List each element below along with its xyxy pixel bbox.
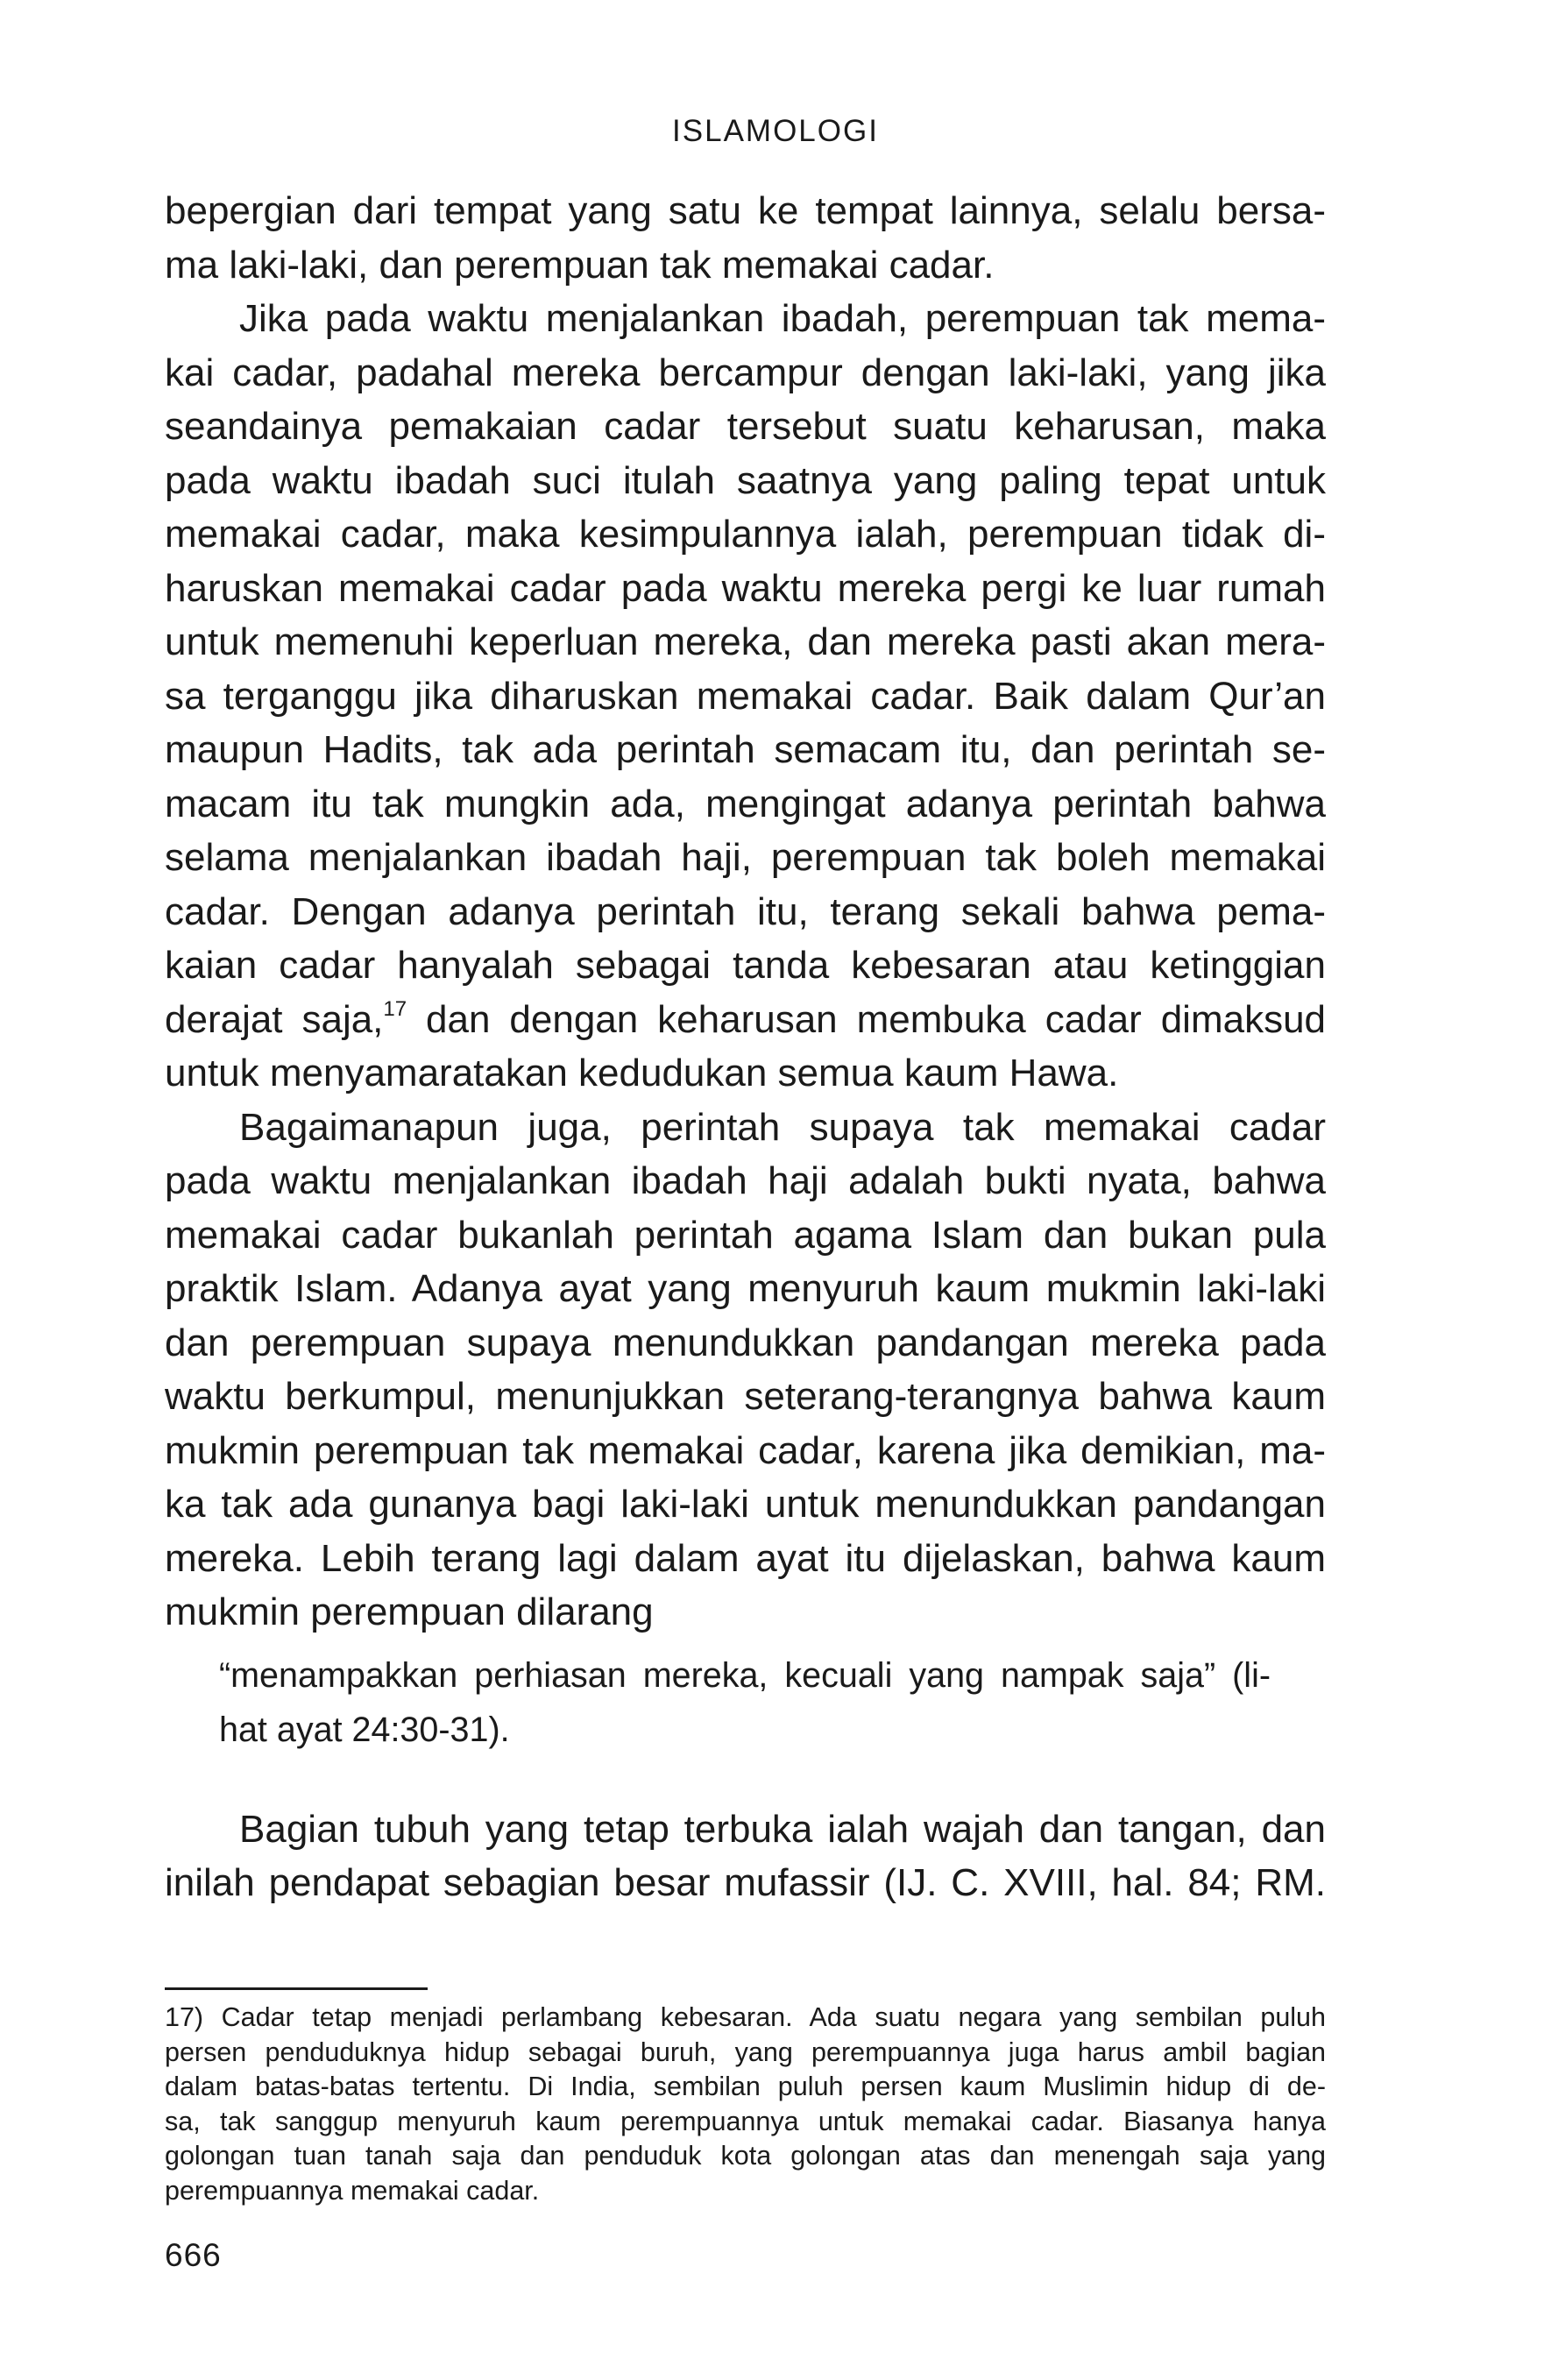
footnote-divider: [165, 1987, 428, 1990]
text-line: selama menjalankan ibadah haji, perempuan tak boleh memakai: [165, 836, 1326, 879]
text-line: Bagian tubuh yang tetap terbuka ialah wajah dan tangan, dan: [239, 1807, 1326, 1851]
text-line: macam itu tak mungkin ada, mengingat adanya perintah bahwa: [165, 782, 1326, 825]
footnotes: [165, 2001, 1326, 2208]
text-fragment: dan dengan keharusan membuka cadar dimaksud: [407, 997, 1327, 1041]
text-line: Jika pada waktu menjalankan ibadah, perempuan tak mema-: [239, 297, 1326, 340]
text-line: untuk memenuhi keperluan mereka, dan mereka pasti akan mera-: [165, 620, 1326, 663]
text-line: ka tak ada gunanya bagi laki-laki untuk menundukkan pandangan: [165, 1483, 1326, 1526]
text-line: untuk menyamaratakan kedudukan semua kaum Hawa.: [165, 1052, 1119, 1094]
text-line: memakai cadar, maka kesimpulannya ialah, perempuan tidak di-: [165, 513, 1326, 556]
text-line: sa terganggu jika diharuskan memakai cadar. Baik dalam Qur’an: [165, 674, 1326, 718]
text-line: maupun Hadits, tak ada perintah semacam itu, dan perintah se-: [165, 728, 1326, 771]
text-line: mukmin perempuan dilarang: [165, 1590, 654, 1633]
text-line: praktik Islam. Adanya ayat yang menyuruh kaum mukmin laki-laki: [165, 1267, 1326, 1310]
text-line: mereka. Lebih terang lagi dalam ayat itu dijelaskan, bahwa kaum: [165, 1536, 1326, 1580]
footnote-line: sa, tak sanggup menyuruh kaum perempuannya untuk memakai cadar. Biasanya hanya: [165, 2106, 1326, 2136]
running-head: ISLAMOLOGI: [672, 114, 879, 148]
text-line: pada waktu ibadah suci itulah saatnya yang paling tepat untuk: [165, 458, 1326, 502]
paragraph-bagian-tubuh: [165, 1803, 1326, 1910]
quote-line: hat ayat 24:30-31).: [219, 1710, 510, 1749]
footnote-line: perempuannya memakai cadar.: [165, 2175, 540, 2206]
text-line: cadar. Dengan adanya perintah itu, terang sekali bahwa pema-: [165, 889, 1326, 933]
page-number: 666: [165, 2237, 222, 2273]
text-line: kai cadar, padahal mereka bercampur dengan laki-laki, yang jika: [165, 351, 1326, 394]
footnote-line: persen penduduknya hidup sebagai buruh, yang perempuannya juga harus ambil bagian: [165, 2036, 1326, 2067]
footnote-line: golongan tuan tanah saja dan penduduk kota golongan atas dan menengah saja yang: [165, 2141, 1326, 2171]
paragraph-ibadah: [165, 292, 1326, 1101]
footnote-reference[interactable]: 17: [383, 996, 407, 1021]
footnote-line: 17) Cadar tetap menjadi perlambang kebesaran. Ada suatu negara yang sembilan puluh: [165, 2002, 1326, 2032]
text-line: pada waktu menjalankan ibadah haji adalah bukti nyata, bahwa: [165, 1159, 1326, 1202]
text-line: mukmin perempuan tak memakai cadar, karena jika demikian, ma-: [165, 1428, 1326, 1472]
footnote-17: [165, 2001, 1326, 2208]
text-line: seandainya pemakaian cadar tersebut suatu keharusan, maka: [165, 405, 1326, 448]
text-line: kaian cadar hanyalah sebagai tanda kebesaran atau ketinggian: [165, 944, 1326, 987]
text-line: inilah pendapat sebagian besar mufassir (IJ. C. XVIII, hal. 84; RM.: [165, 1861, 1326, 1904]
text-line: Bagaimanapun juga, perintah supaya tak memakai cadar: [239, 1105, 1326, 1149]
paragraph-continued: [165, 184, 1326, 292]
text-line: dan perempuan supaya menundukkan pandangan mereka pada: [165, 1321, 1326, 1364]
body-text: [165, 184, 1326, 1910]
text-line-with-footnote: [165, 993, 1326, 1047]
text-line: haruskan memakai cadar pada waktu mereka pergi ke luar rumah: [165, 566, 1326, 610]
text-line: bepergian dari tempat yang satu ke tempat lainnya, selalu bersa-: [165, 189, 1326, 232]
text-line: waktu berkumpul, menunjukkan seterang-terangnya bahwa kaum: [165, 1375, 1326, 1418]
footnote-line: dalam batas-batas tertentu. Di India, sembilan puluh persen kaum Muslimin hidup di de-: [165, 2072, 1326, 2101]
text-line: ma laki-laki, dan perempuan tak memakai cadar.: [165, 243, 995, 287]
text-line: memakai cadar bukanlah perintah agama Islam dan bukan pula: [165, 1213, 1326, 1257]
block-quote: [219, 1648, 1271, 1757]
quote-line: “menampakkan perhiasan mereka, kecuali yang nampak saja” (li-: [219, 1655, 1271, 1695]
paragraph-bagaimanapun: [165, 1101, 1326, 1640]
text-fragment: derajat saja,: [165, 997, 384, 1041]
